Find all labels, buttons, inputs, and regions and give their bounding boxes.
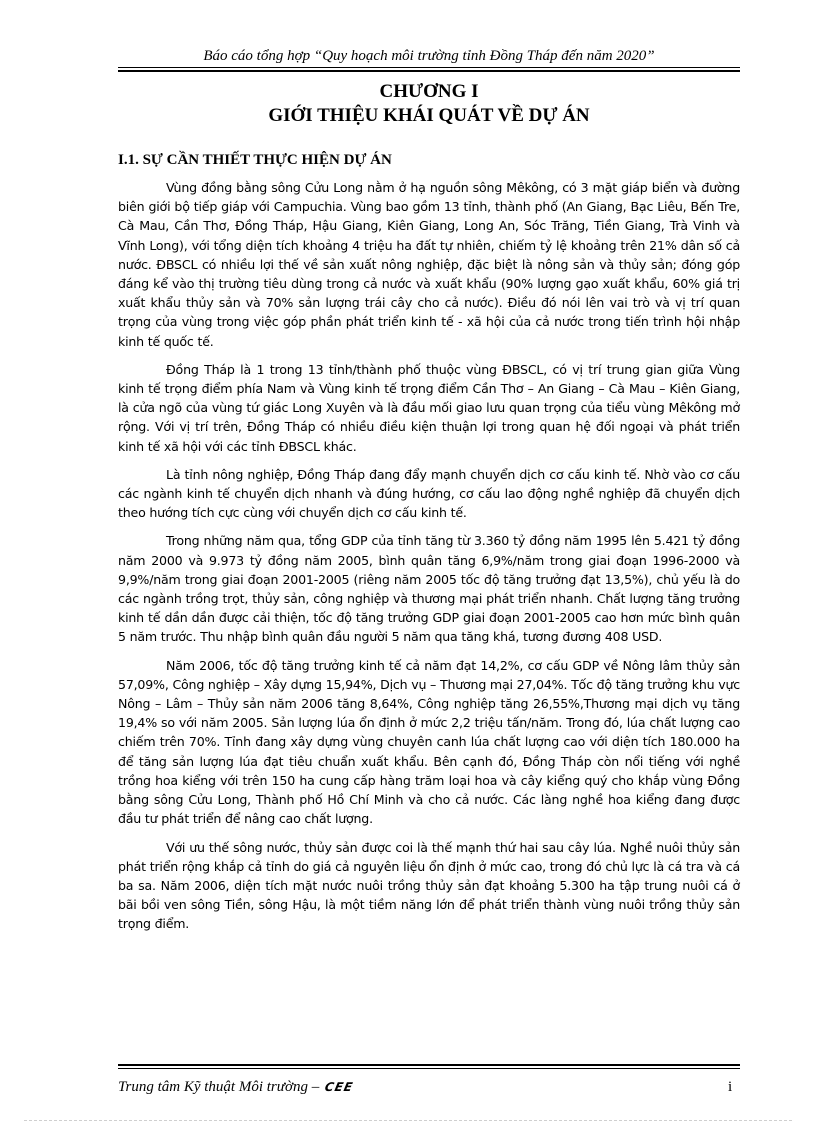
body-text <box>118 178 740 943</box>
footer-organization: Trung tâm Kỹ thuật Môi trường – <box>118 1079 320 1095</box>
header-rule <box>118 67 740 68</box>
paragraph: Năm 2006, tốc độ tăng trưởng kinh tế cả năm đạt 14,2%, cơ cấu GDP về Nông lâm thủy sản 57,09%, Công nghiệp – Xây dựng 15,94%, Dịch vụ – Thương mại 27,04%. Tốc độ tăng trưởng khu vực Nông – Lâm – Thủy sản năm 2006 tăng 8,64%, Công nghiệp tăng 26,55%,Thương mại dịch vụ tăng 19,4% so với năm 2005. Sản lượng lúa ổn định ở mức 2,2 triệu tấn/năm. Trong đó, lúa chất lượng cao chiếm trên 70%. Tỉnh đang xây dựng vùng chuyên canh lúa chất lượng cao với diện tích 180.000 ha để tăng sản lượng lúa đạt tiêu chuẩn xuất khẩu. Bên cạnh đó, Đồng Tháp còn nổi tiếng với nghề trồng hoa kiểng với trên 150 ha cung cấp hàng trăm loại hoa và cây kiểng quý cho khắp vùng Đồng bằng sông Cửu Long, Thành phố Hồ Chí Minh và cho cả nước. Các làng nghề hoa kiểng đang được đầu tư phát triển để nâng cao chất lượng. <box>118 657 740 827</box>
chapter-number: CHƯƠNG I <box>379 81 479 102</box>
footer <box>118 1078 353 1096</box>
paragraph: Trong những năm qua, tổng GDP của tỉnh tăng từ 3.360 tỷ đồng năm 1995 lên 5.421 tỷ đồng năm 2000 và 9.973 tỷ đồng năm 2005, bình quân tăng 6,9%/năm trong giai đoạn 1996-2000 và 9,9%/năm trong giai đoạn 2001-2005 (riêng năm 2005 tốc độ tăng trưởng đạt 13,5%), chủ yếu là do các ngành trồng trọt, thủy sản, công nghiệp và thương mại phát triển nhanh. Chất lượng tăng trưởng kinh tế dần dần được cải thiện, tốc độ tăng trưởng GDP giai đoạn 2001-2005 cao hơn mức bình quân 5 năm trước. Thu nhập bình quân đầu người 5 năm qua tăng khá, tương đương 408 USD. <box>118 533 740 645</box>
chapter-heading <box>118 80 740 128</box>
paragraph: Với ưu thế sông nước, thủy sản được coi là thế mạnh thứ hai sau cây lúa. Nghề nuôi thủy sản phát triển rộng khắp cả tỉnh do giá cả nguyên liệu ổn định ở mức cao, trong đó chủ lực là cá tra và cá ba sa. Năm 2006, diện tích mặt nước nuôi trồng thủy sản đạt khoảng 5.300 ha tập trung nuôi cá ở bãi bồi ven sông Tiền, sông Hậu, là một tiềm năng lớn để phát triển thành vùng nuôi trồng thủy sản trọng điểm. <box>118 839 740 932</box>
paragraph: Vùng đồng bằng sông Cửu Long nằm ở hạ nguồn sông Mêkông, có 3 mặt giáp biển và đường biên giới bộ tiếp giáp với Campuchia. Vùng bao gồm 13 tỉnh, thành phố (An Giang, Bạc Liêu, Bến Tre, Cà Mau, Cần Thơ, Đồng Tháp, Hậu Giang, Kiên Giang, Long An, Sóc Trăng, Tiền Giang, Trà Vinh và Vĩnh Long), với tổng diện tích khoảng 4 triệu ha đất tự nhiên, chiếm tỷ lệ khoảng trên 21% dân số cả nước. ĐBSCL có nhiều lợi thế về sản xuất nông nghiệp, đặc biệt là nông sản và thủy sản; đóng góp đáng kể vào thị trường tiêu dùng trong cả nước và xuất khẩu (90% lượng gạo xuất khẩu, 60% giá trị xuất khẩu thủy sản và 70% sản lượng trái cây cho cả nước). Điều đó nói lên vai trò và vị trí quan trọng của vùng trong việc góp phần phát triển kinh tế - xã hội của cả nước trong tiến trình hội nhập kinh tế quốc tế. <box>118 180 740 349</box>
paragraph: Là tỉnh nông nghiệp, Đồng Tháp đang đẩy mạnh chuyển dịch cơ cấu kinh tế. Nhờ vào cơ cấu các ngành kinh tế chuyển dịch nhanh và đúng hướng, cơ cấu lao động nghề nghiệp đã chuyển dịch theo hướng tích cực cùng với chuyển dịch cơ cấu kinh tế. <box>118 466 740 521</box>
footer-rule <box>118 1068 740 1069</box>
cee-logo: CEE <box>323 1080 355 1094</box>
section-heading: I.1. SỰ CẦN THIẾT THỰC HIỆN DỰ ÁN <box>118 152 392 168</box>
paragraph: Đồng Tháp là 1 trong 13 tỉnh/thành phố thuộc vùng ĐBSCL, có vị trí trung gian giữa Vùng kinh tế trọng điểm phía Nam và Vùng kinh tế trọng điểm Cần Thơ – An Giang – Cà Mau – Kiên Giang, là cửa ngõ của vùng tứ giác Long Xuyên và là đầu mối giao lưu quan trọng của tiểu vùng Mêkông mở rộng. Với vị trí trên, Đồng Tháp có nhiều điều kiện thuận lợi trong quan hệ đối ngoại và phát triển kinh tế xã hội với các tỉnh ĐBSCL khác. <box>118 361 740 454</box>
page-edge <box>24 1120 792 1121</box>
running-header: Báo cáo tổng hợp “Quy hoạch môi trường tỉnh Đồng Tháp đến năm 2020” <box>203 48 655 64</box>
footer-rule-thick <box>118 1064 740 1066</box>
page-number: i <box>728 1079 733 1095</box>
chapter-title: GIỚI THIỆU KHÁI QUÁT VỀ DỰ ÁN <box>268 105 590 126</box>
header-rule-thick <box>118 70 740 72</box>
